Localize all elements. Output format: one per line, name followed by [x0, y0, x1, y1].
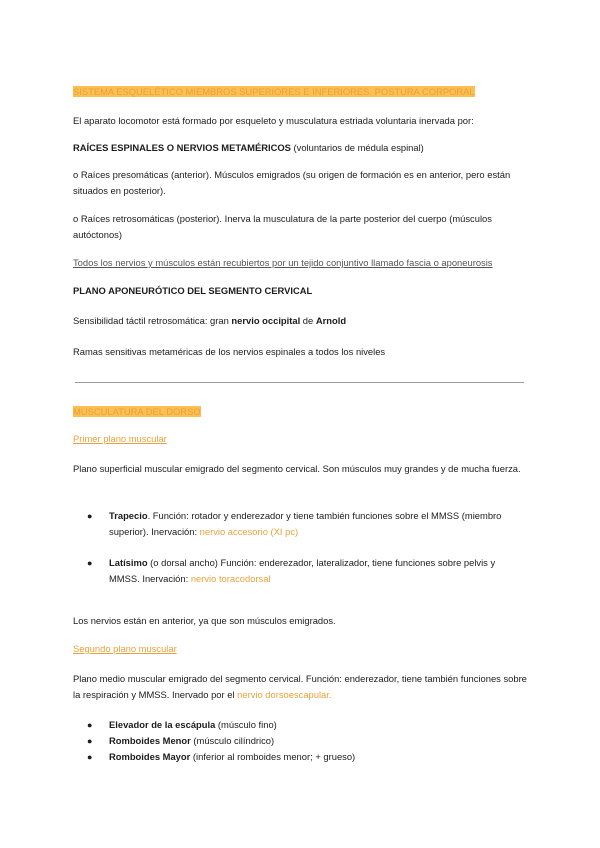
primer-plano-heading: Primer plano muscular [73, 433, 167, 444]
trapecio-desc: . Función: rotador y enderezador y tiene también funciones sobre el MMSS (miembro superior). Inervación: [109, 510, 502, 537]
list-item [87, 733, 527, 749]
trapecio-text [109, 508, 527, 540]
sensibilidad-pre: Sensibilidad táctil retrosomática: gran [73, 315, 232, 326]
list-item-name: Elevador de la escápula [109, 719, 216, 730]
list-item [87, 717, 527, 733]
sensibilidad-mid: de [300, 315, 316, 326]
list-item-name: Romboides Menor [109, 735, 191, 746]
primer-plano-desc: Plano superficial muscular emigrado del segmento cervical. Son músculos muy grandes y de mucha fuerza. [73, 463, 521, 474]
retrosomaticas-paragraph: o Raíces retrosomáticas (posterior). Inerva la musculatura de la parte posterior del cuerpo (músculos autóctonos) [73, 213, 492, 240]
dorso-heading-highlight: MUSCULATURA DEL DORSO [73, 406, 201, 417]
list-item [87, 749, 527, 765]
bullet-icon: ● [87, 511, 93, 521]
segundo-nerve: nervio dorsoescapular. [237, 689, 332, 700]
bullet-latisimo [87, 555, 527, 587]
list-item-text [109, 717, 527, 733]
horizontal-divider [75, 382, 524, 383]
list-item-note: (inferior al romboides menor; + grueso) [190, 751, 356, 762]
bullet-trapecio [87, 508, 527, 540]
primer-plano-note: Los nervios están en anterior, ya que son músculos emigrados. [73, 615, 336, 626]
title-highlight: SISTEMA ESQUELÉTICO MIEMBROS SUPERIORES E INFERIORES. POSTURA CORPORAL [73, 86, 475, 97]
trapecio-nerve: nervio accesorio (XI pc) [199, 526, 299, 537]
latisimo-name: Latísimo [109, 557, 148, 568]
trapecio-name: Trapecio [109, 510, 148, 521]
sensibilidad-paragraph [73, 313, 531, 329]
list-item-name: Romboides Mayor [109, 751, 191, 762]
bullet-icon: ● [87, 736, 93, 746]
segundo-plano-desc [73, 671, 531, 703]
bullet-icon: ● [87, 752, 93, 762]
segundo-plano-heading: Segundo plano muscular [73, 643, 177, 654]
document-title [73, 84, 531, 100]
list-item-note: (músculo cilíndrico) [190, 735, 275, 746]
plano-heading: PLANO APONEURÓTICO DEL SEGMENTO CERVICAL [73, 285, 313, 296]
raices-note: (voluntarios de médula espinal) [290, 142, 424, 153]
bullet-icon: ● [87, 558, 93, 568]
ramas-paragraph: Ramas sensitivas metaméricas de los nervios espinales a todos los niveles [73, 346, 386, 357]
latisimo-text [109, 555, 527, 587]
latisimo-nerve: nervio toracodorsal [190, 573, 271, 584]
segundo-desc-text: Plano medio muscular emigrado del segmento cervical. Función: enderezador, tiene también funciones sobre la respiración y MMSS. Inervado por el [73, 673, 527, 700]
list-item-text [109, 749, 527, 765]
sensibilidad-arnold: Arnold [315, 315, 347, 326]
bullet-icon: ● [87, 720, 93, 730]
list-item-text [109, 733, 527, 749]
fascia-paragraph: Todos los nervios y músculos están recubiertos por un tejido conjuntivo llamado fascia o aponeurosis [73, 257, 493, 268]
raices-heading: RAÍCES ESPINALES O NERVIOS METAMÉRICOS [73, 142, 291, 153]
intro-paragraph: El aparato locomotor está formado por esqueleto y musculatura estriada voluntaria inervada por: [73, 115, 474, 126]
list-item-note: (músculo fino) [215, 719, 277, 730]
latisimo-desc: (o dorsal ancho) Función: enderezador, lateralizador, tiene funciones sobre pelvis y MMSS. Inervación: [109, 557, 496, 584]
sensibilidad-nervio: nervio occipital [231, 315, 301, 326]
presomaticas-paragraph: o Raíces presomáticas (anterior). Músculos emigrados (su origen de formación es en anterior, pero están situados en posterior). [73, 169, 511, 196]
dorso-heading [73, 404, 531, 420]
raices-paragraph [73, 140, 531, 156]
